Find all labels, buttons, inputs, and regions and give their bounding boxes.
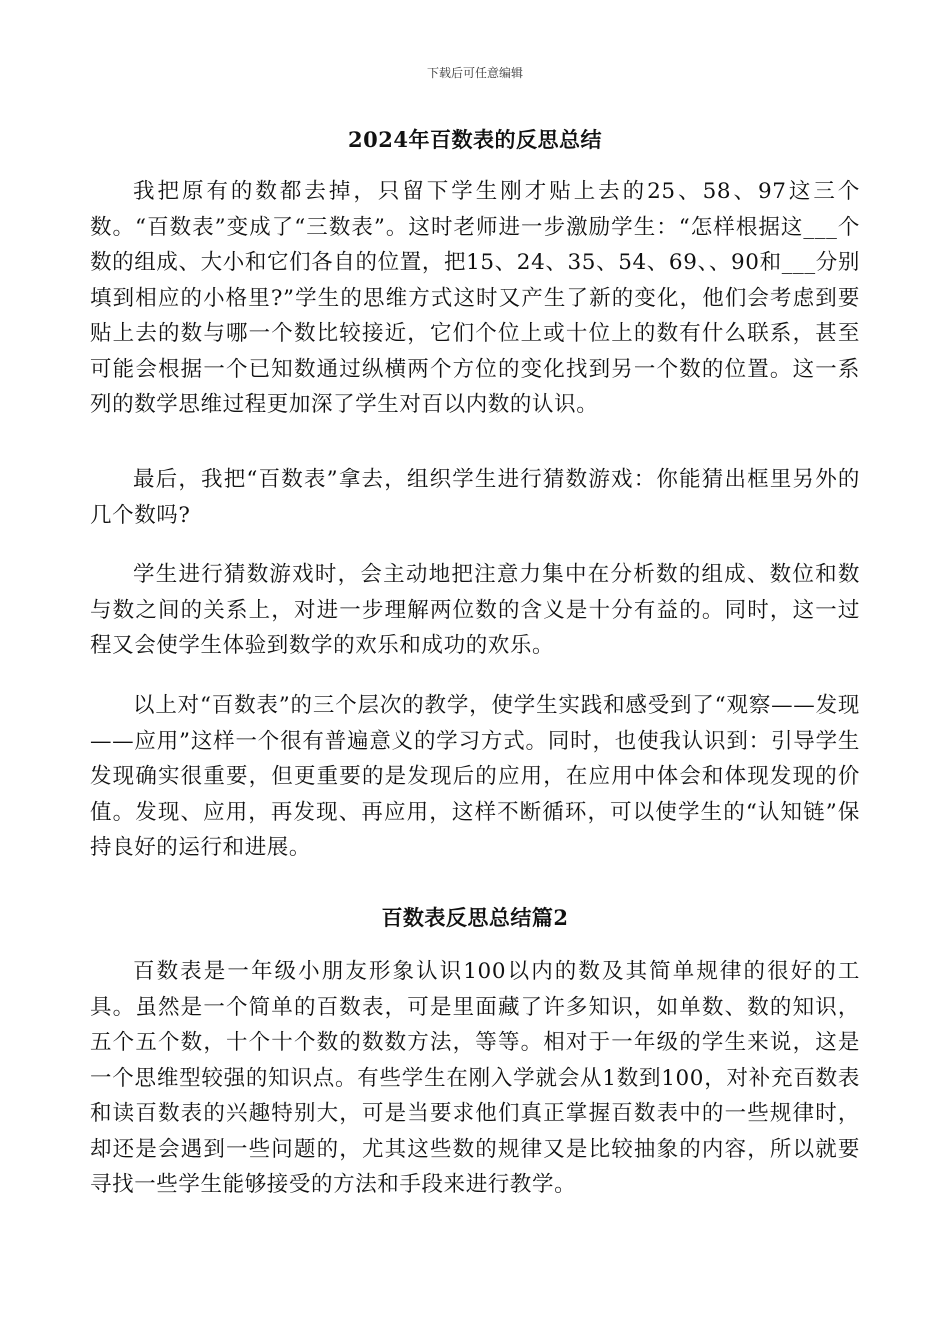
paragraph-2: 最后，我把“百数表”拿去，组织学生进行猜数游戏：你能猜出框里另外的几个数吗?: [90, 467, 860, 528]
paragraph-1: 我把原有的数都去掉，只留下学生刚才贴上去的25、58、97这三个数。“百数表”变成了“三数表”。这时老师进一步激励学生：“怎样根据这___个数的组成、大小和它们各自的位置，把15、24、35、54、69、、90和___分别填到相应的小格里?”学生的思维方式这时又产生了新的变化，他们会考虑到要贴上去的数与哪一个数比较接近，它们个位上或十位上的数有什么联系，甚至可能会根据一个已知数通过纵横两个方位的变化找到另一个数的位置。这一系列的数学思维过程更加深了学生对百以内数的认识。: [90, 179, 860, 417]
header-note: 下载后可任意编辑: [426, 66, 523, 80]
paragraph-3: 学生进行猜数游戏时，会主动地把注意力集中在分析数的组成、数位和数与数之间的关系上，对进一步理解两位数的含义是十分有益的。同时，这一过程又会使学生体验到数学的欢乐和成功的欢乐。: [90, 562, 860, 658]
paragraph-4: 以上对“百数表”的三个层次的教学，使学生实践和感受到了“观察——发现——应用”这样一个很有普遍意义的学习方式。同时，也使我认识到：引导学生发现确实很重要，但更重要的是发现后的应用，在应用中体会和体现发现的价值。发现、应用，再发现、再应用，这样不断循环，可以使学生的“认知链”保持良好的运行和进展。: [90, 693, 860, 860]
document-title: 2024年百数表的反思总结: [348, 127, 602, 152]
paragraph-5: 百数表是一年级小朋友形象认识100以内的数及其简单规律的很好的工具。虽然是一个简单的百数表，可是里面藏了许多知识，如单数、数的知识，五个五个数，十个十个数的数数方法，等等。相对于一年级的学生来说，这是一个思维型较强的知识点。有些学生在刚入学就会从1数到100，对补充百数表和读百数表的兴趣特别大，可是当要求他们真正掌握百数表中的一些规律时，却还是会遇到一些问题的，尤其这些数的规律又是比较抽象的内容，所以就要寻找一些学生能够接受的方法和手段来进行教学。: [90, 959, 860, 1197]
section-title-2: 百数表反思总结篇2: [381, 905, 569, 930]
